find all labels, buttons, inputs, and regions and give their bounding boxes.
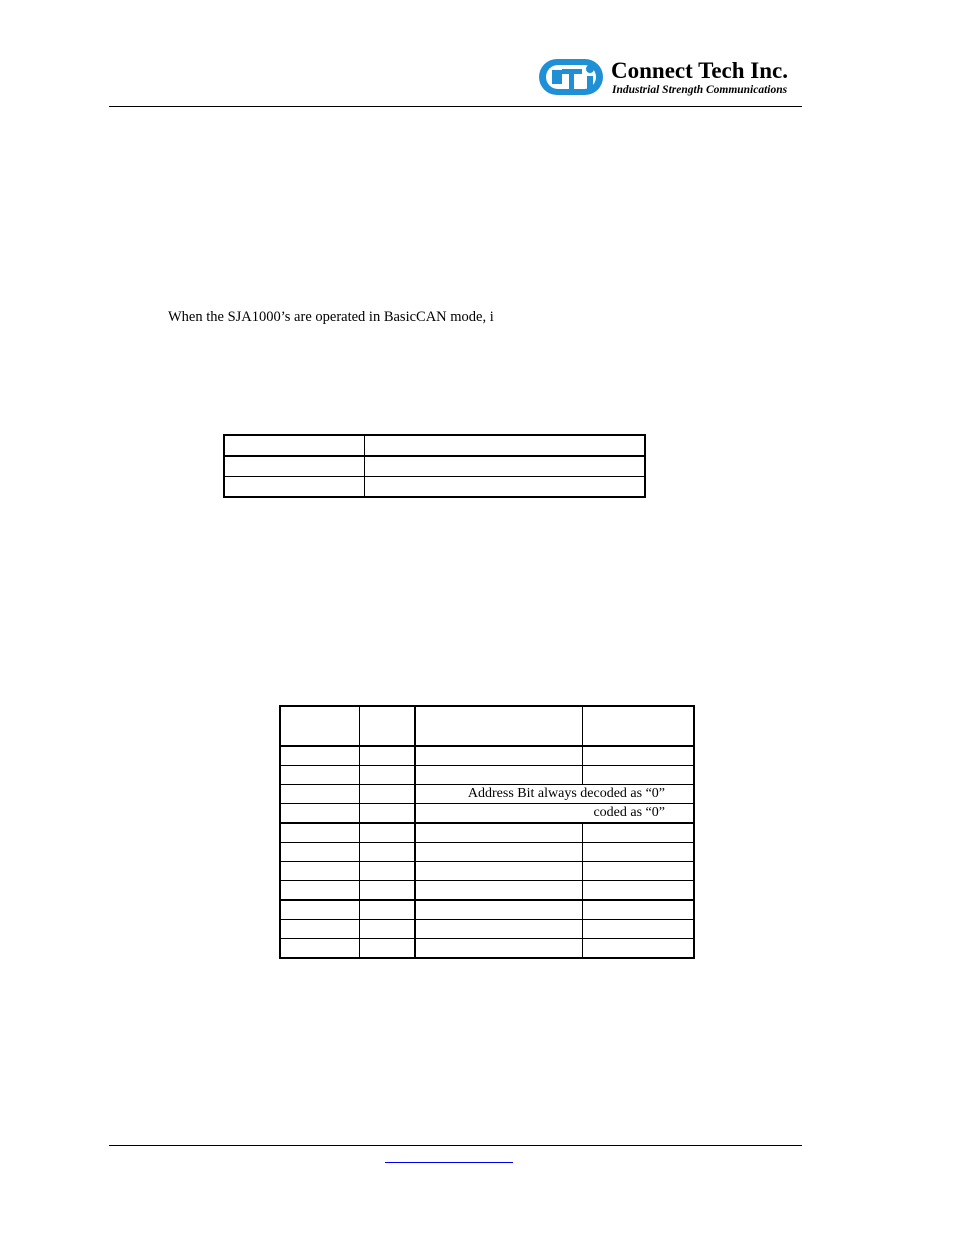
table-row [280,920,694,939]
table-row [280,785,694,804]
brand-tagline: Industrial Strength Communications [612,84,788,96]
table-header-row [280,706,694,746]
header-divider [109,106,802,107]
table-row [280,804,694,824]
table-row [280,862,694,881]
intro-paragraph: When the SJA1000’s are operated in BasicCAN mode, i [168,309,494,325]
table-row [224,456,645,477]
address-bit-note: Address Bit always decoded as “0” [415,785,694,804]
table-row [280,900,694,920]
footer-link[interactable] [385,1152,513,1163]
footer-divider [109,1145,802,1146]
address-bit-note-partial: coded as “0” [415,804,694,824]
table-row [280,939,694,959]
cti-logo-icon [538,56,606,100]
table-row [224,477,645,498]
company-logo [538,56,808,102]
table-row [280,843,694,862]
address-map-table [279,705,695,959]
table-row [280,823,694,843]
register-table-1 [223,434,646,498]
brand-name: Connect Tech Inc. [611,58,788,83]
table-row [280,746,694,766]
table-row [224,435,645,456]
table-row [280,766,694,785]
table-row [280,881,694,901]
